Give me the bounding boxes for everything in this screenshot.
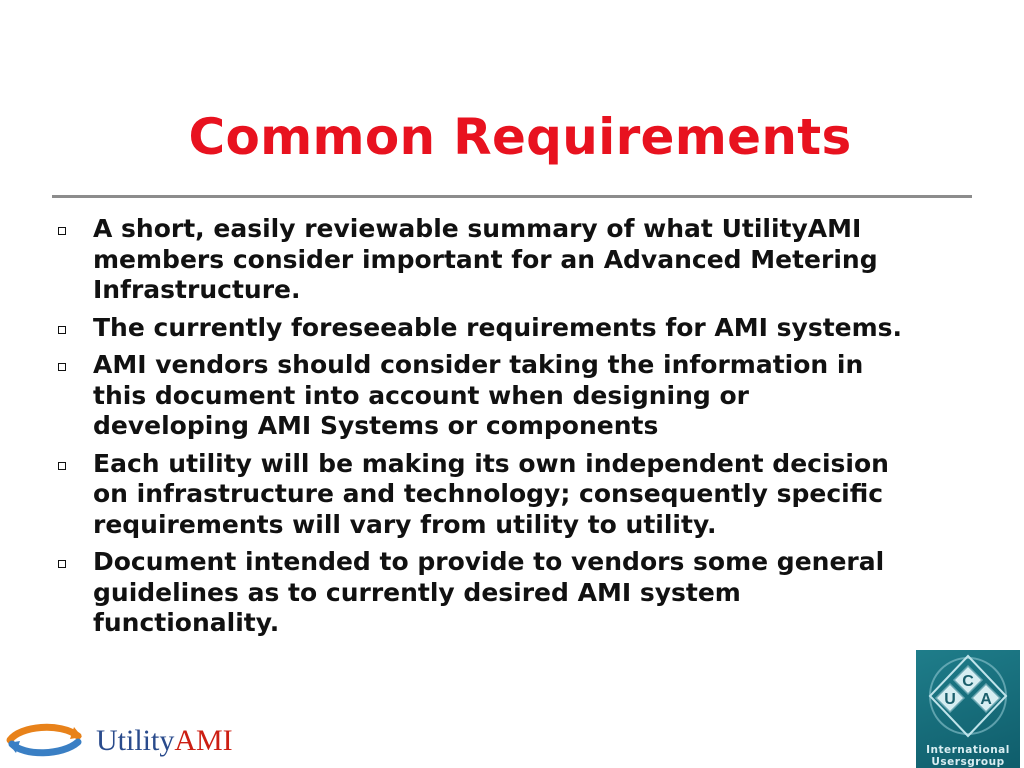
bullet-item bbox=[52, 214, 912, 306]
logo-utility-text: Utility bbox=[96, 724, 175, 757]
slide-title: Common Requirements bbox=[188, 108, 852, 166]
title-divider bbox=[52, 195, 972, 198]
bullet-item bbox=[52, 350, 912, 442]
bullet-text: Document intended to provide to vendors some general guidelines as to currently desired AMI system functionality. bbox=[93, 547, 885, 637]
uca-diamond-icon bbox=[916, 650, 1020, 744]
uca-caption-line2: Usersgroup bbox=[931, 756, 1005, 768]
bullet-item bbox=[52, 547, 912, 639]
logo-wordmark bbox=[96, 724, 233, 758]
uca-letter-u: U bbox=[944, 691, 956, 708]
bullet-text: The currently foreseeable requirements for AMI systems. bbox=[93, 312, 903, 342]
square-bullet-icon bbox=[58, 326, 66, 334]
uca-letter-c: C bbox=[962, 673, 974, 690]
bullet-text: A short, easily reviewable summary of what UtilityAMI members consider important for an Advanced Metering Infrastructure. bbox=[93, 214, 878, 304]
swoosh-arrows-icon bbox=[4, 718, 84, 762]
bullet-item bbox=[52, 449, 912, 541]
bullet-list bbox=[52, 214, 912, 646]
square-bullet-icon bbox=[58, 560, 66, 568]
uca-logo bbox=[916, 650, 1020, 768]
square-bullet-icon bbox=[58, 462, 66, 470]
logo-ami-text: AMI bbox=[174, 724, 233, 757]
bullet-text: Each utility will be making its own independent decision on infrastructure and technology; consequently specific requirements will vary from utility to utility. bbox=[93, 448, 889, 539]
bullet-text: AMI vendors should consider taking the information in this document into account when designing or developing AMI Systems or components bbox=[93, 350, 864, 440]
utilityami-logo bbox=[4, 718, 274, 768]
uca-caption-line1: International bbox=[926, 744, 1010, 756]
square-bullet-icon bbox=[58, 227, 66, 235]
uca-letter-a: A bbox=[980, 691, 992, 708]
bullet-item bbox=[52, 313, 912, 344]
square-bullet-icon bbox=[58, 363, 66, 371]
